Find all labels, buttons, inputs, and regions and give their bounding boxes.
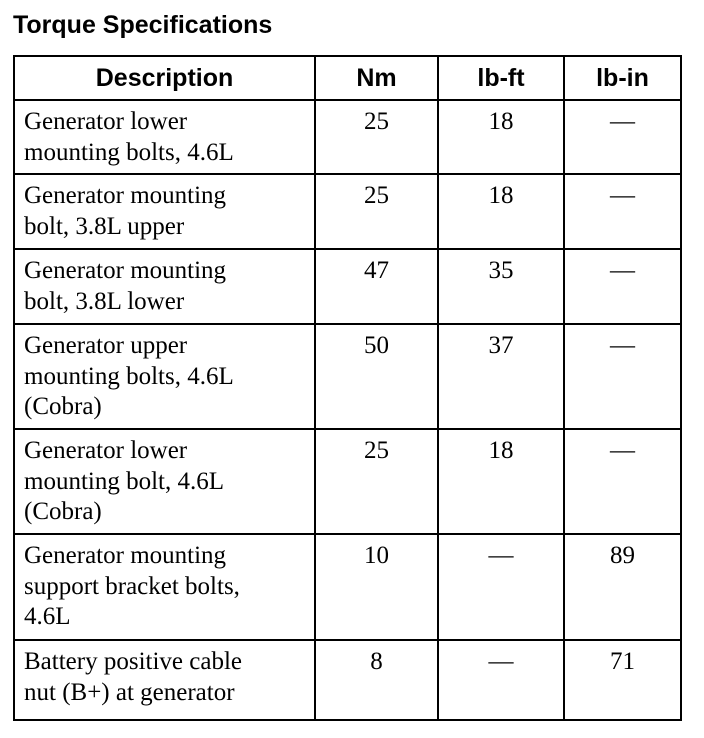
description-cell xyxy=(14,324,315,429)
description-line: Generator mounting xyxy=(24,182,227,209)
lb-in-cell: — xyxy=(564,249,681,324)
nm-cell: 25 xyxy=(315,174,438,249)
lb-ft-cell: 18 xyxy=(438,100,564,174)
column-header-nm: Nm xyxy=(315,56,438,100)
description-line: mounting bolts, 4.6L xyxy=(24,362,234,390)
table-row xyxy=(14,640,681,720)
table-row xyxy=(14,324,681,429)
lb-ft-cell: — xyxy=(438,640,564,720)
lb-in-cell: — xyxy=(564,324,681,429)
table-row xyxy=(14,429,681,534)
description-line: Generator mounting xyxy=(24,257,227,284)
table-row xyxy=(14,174,681,249)
description-line: bolt, 3.8L lower xyxy=(24,287,185,315)
lb-ft-cell: 35 xyxy=(438,249,564,324)
description-cell xyxy=(14,100,315,174)
description-line: nut (B+) at generator xyxy=(24,678,235,706)
description-line: Battery positive cable xyxy=(24,648,242,675)
description-cell xyxy=(14,534,315,640)
description-cell xyxy=(14,429,315,534)
column-header-description: Description xyxy=(14,56,315,100)
nm-cell: 25 xyxy=(315,100,438,174)
description-cell xyxy=(14,174,315,249)
nm-cell: 25 xyxy=(315,429,438,534)
page-title: Torque Specifications xyxy=(13,11,273,39)
description-line: Generator lower xyxy=(24,108,188,135)
table-row xyxy=(14,534,681,640)
lb-in-cell: — xyxy=(564,429,681,534)
lb-in-cell: 89 xyxy=(564,534,681,640)
column-header-lb-ft: lb-ft xyxy=(438,56,564,100)
description-line: bolt, 3.8L upper xyxy=(24,212,185,240)
lb-ft-cell: 18 xyxy=(438,174,564,249)
table-row xyxy=(14,100,681,174)
description-line: Generator lower xyxy=(24,437,188,464)
table-header-row xyxy=(14,56,681,100)
description-line: (Cobra) xyxy=(24,393,102,420)
nm-cell: 50 xyxy=(315,324,438,429)
description-cell xyxy=(14,249,315,324)
column-header-lb-in: lb-in xyxy=(564,56,681,100)
lb-ft-cell: 37 xyxy=(438,324,564,429)
nm-cell: 47 xyxy=(315,249,438,324)
description-line: Generator upper xyxy=(24,332,188,359)
lb-ft-cell: — xyxy=(438,534,564,640)
lb-in-cell: — xyxy=(564,174,681,249)
lb-in-cell: 71 xyxy=(564,640,681,720)
lb-in-cell: — xyxy=(564,100,681,174)
nm-cell: 10 xyxy=(315,534,438,640)
description-line: mounting bolts, 4.6L xyxy=(24,138,234,166)
description-line: 4.6L xyxy=(24,603,71,630)
description-line: (Cobra) xyxy=(24,498,102,525)
description-cell xyxy=(14,640,315,720)
description-line: Generator mounting xyxy=(24,542,227,569)
torque-spec-table xyxy=(13,55,682,721)
nm-cell: 8 xyxy=(315,640,438,720)
description-line: support bracket bolts, xyxy=(24,572,240,600)
table-row xyxy=(14,249,681,324)
description-line: mounting bolt, 4.6L xyxy=(24,467,224,495)
lb-ft-cell: 18 xyxy=(438,429,564,534)
